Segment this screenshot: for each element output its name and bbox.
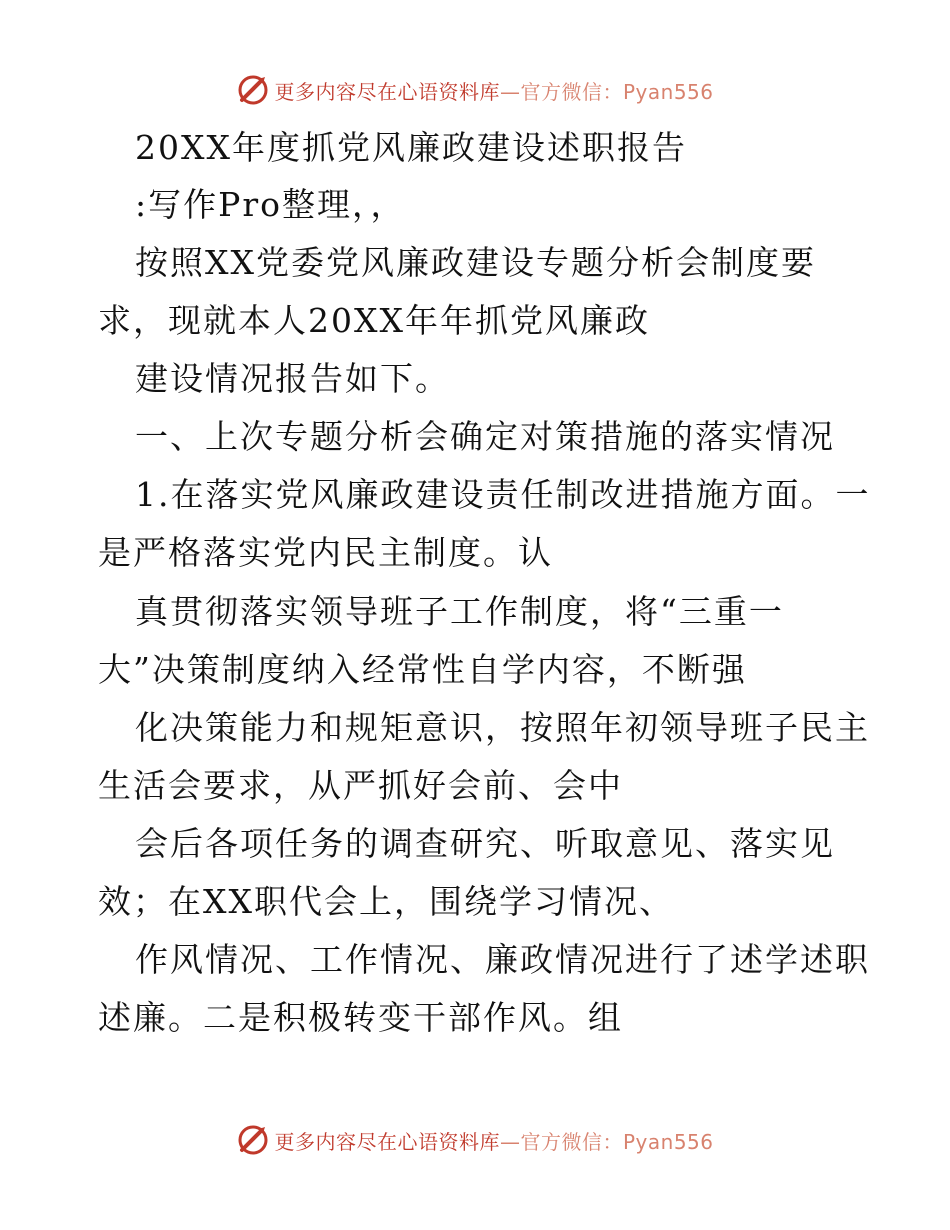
text-line: 作风情况、工作情况、廉政情况进行了述学述职 [135, 940, 870, 979]
text-line: 化决策能力和规矩意识，按照年初领导班子民主 [135, 708, 870, 747]
text-line: 生活会要求，从严抓好会前、会中 [98, 766, 623, 805]
text-line: 建设情况报告如下。 [135, 359, 450, 398]
banner-wechat-id: Pyan556 [622, 1129, 714, 1154]
banner-text [274, 76, 713, 105]
header-banner [0, 70, 950, 110]
text-line: 会后各项任务的调查研究、听取意见、落实见 [135, 824, 835, 863]
footer-banner [0, 1120, 950, 1160]
section-heading: 一、上次专题分析会确定对策措施的落实情况 [135, 417, 835, 456]
text-line: 1.在落实党风廉政建设责任制改进措施方面。一 [135, 475, 871, 514]
brand-logo-icon [236, 1123, 270, 1157]
banner-main-text: 更多内容尽在心语资料库 [274, 1129, 500, 1154]
banner-main-text: 更多内容尽在心语资料库 [274, 79, 500, 104]
document-title: 20XX年度抓党风廉政建设述职报告 [135, 128, 687, 167]
text-line: 真贯彻落实领导班子工作制度，将“三重一 [135, 592, 784, 631]
banner-wechat-id: Pyan556 [622, 79, 714, 104]
text-line: 按照XX党委党风廉政建设专题分析会制度要 [135, 243, 816, 282]
banner-separator-text: —官方微信： [499, 1129, 623, 1154]
banner-separator-text: —官方微信： [499, 79, 623, 104]
text-line: 大”决策制度纳入经常性自学内容，不断强 [98, 650, 747, 689]
text-line: 效；在XX职代会上，围绕学习情况、 [98, 882, 674, 921]
text-line: 述廉。二是积极转变干部作风。组 [98, 998, 623, 1037]
banner-text [274, 1126, 713, 1155]
text-line: 是严格落实党内民主制度。认 [98, 533, 553, 572]
text-line: :写作Pro整理，， [135, 185, 406, 224]
brand-logo-icon [236, 73, 270, 107]
text-line: 求，现就本人20XX年年抓党风廉政 [98, 301, 650, 340]
